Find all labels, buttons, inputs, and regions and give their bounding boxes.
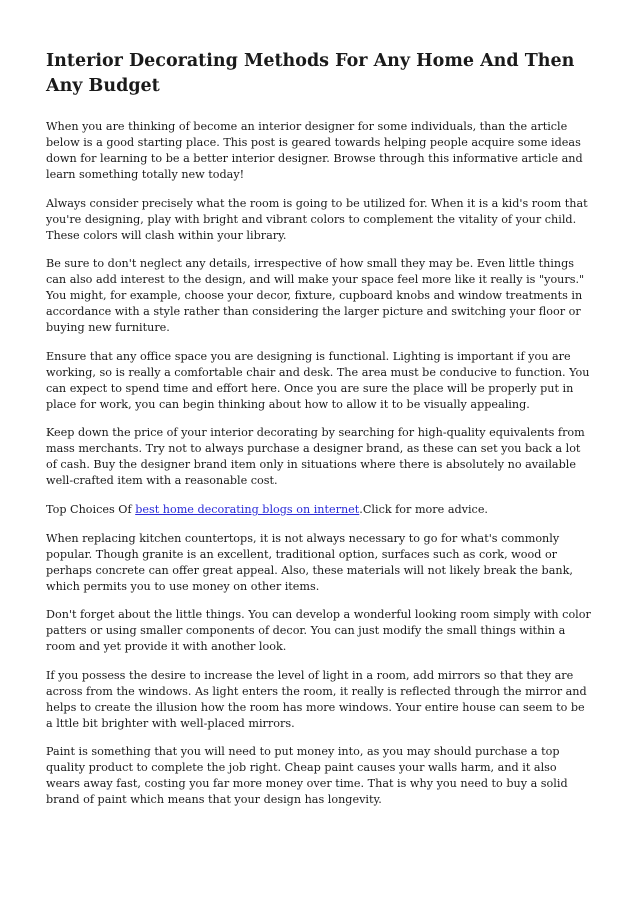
link-paragraph: [46, 502, 594, 518]
paragraph: When replacing kitchen countertops, it is not always necessary to go for what's commonly popular. Though granite is an excellent, traditional option, surfaces such as cork, wood or perhaps concrete can offer great appeal. Also, these materials will not likely break the bank, which permits you to use money on other items.: [46, 531, 573, 593]
document-page: [46, 49, 594, 821]
paragraph: Don't forget about the little things. You can develop a wonderful looking room simply with color patters or using smaller components of decor. You can just modify the small things within a room and yet provide it with another look.: [46, 608, 591, 654]
paragraph: When you are thinking of become an interior designer for some individuals, than the article below is a good starting place. This post is geared towards helping people acquire some ideas down for learning to be a better interior designer. Browse through this informative article and learn something totally new today!: [46, 120, 583, 181]
link-suffix: .Click for more advice.: [359, 502, 488, 516]
paragraph: Be sure to don't neglect any details, irrespective of how small they may be. Even little things can also add interest to the design, and will make your space feel more like it really is "yours." You might, for example, choose your decor, fixture, cupboard knobs and window treatments in accordance with a style rather than considering the larger picture and switching your floor or buying new furniture.: [46, 257, 585, 335]
paragraph: Keep down the price of your interior decorating by searching for high-quality equivalents from mass merchants. Try not to always purchase a designer brand, as these can set you back a lot of cash. Buy the designer brand item only in situations where there is absolutely no available well-crafted item with a reasonable cost.: [46, 426, 585, 488]
paragraph: Always consider precisely what the room is going to be utilized for. When it is a kid's room that you're designing, play with bright and vibrant colors to complement the vitality of your child. These colors will clash within your library.: [46, 196, 588, 242]
page-title: Interior Decorating Methods For Any Home And Then Any Budget: [46, 51, 575, 96]
decorating-blogs-link[interactable]: best home decorating blogs on internet: [135, 502, 360, 516]
paragraph: Ensure that any office space you are designing is functional. Lighting is important if you are working, so is really a comfortable chair and desk. The area must be conducive to function. You can expect to spend time and effort here. Once you are sure the place will be properly put in place for work, you can begin thinking about how to allow it to be visually appealing.: [46, 349, 590, 411]
paragraph: Paint is something that you will need to put money into, as you may should purchase a top quality product to complete the job right. Cheap paint causes your walls harm, and it also wears away fast, costing you far more money over time. That is why you need to buy a solid brand of paint which means that your design has longevity.: [46, 745, 568, 807]
paragraph: If you possess the desire to increase the level of light in a room, add mirrors so that they are across from the windows. As light enters the room, it really is reflected through the mirror and helps to create the illusion how the room has more windows. Your entire house can seem to be a lttle bit brighter with well-placed mirrors.: [46, 668, 587, 730]
link-prefix: Top Choices Of: [46, 502, 136, 516]
